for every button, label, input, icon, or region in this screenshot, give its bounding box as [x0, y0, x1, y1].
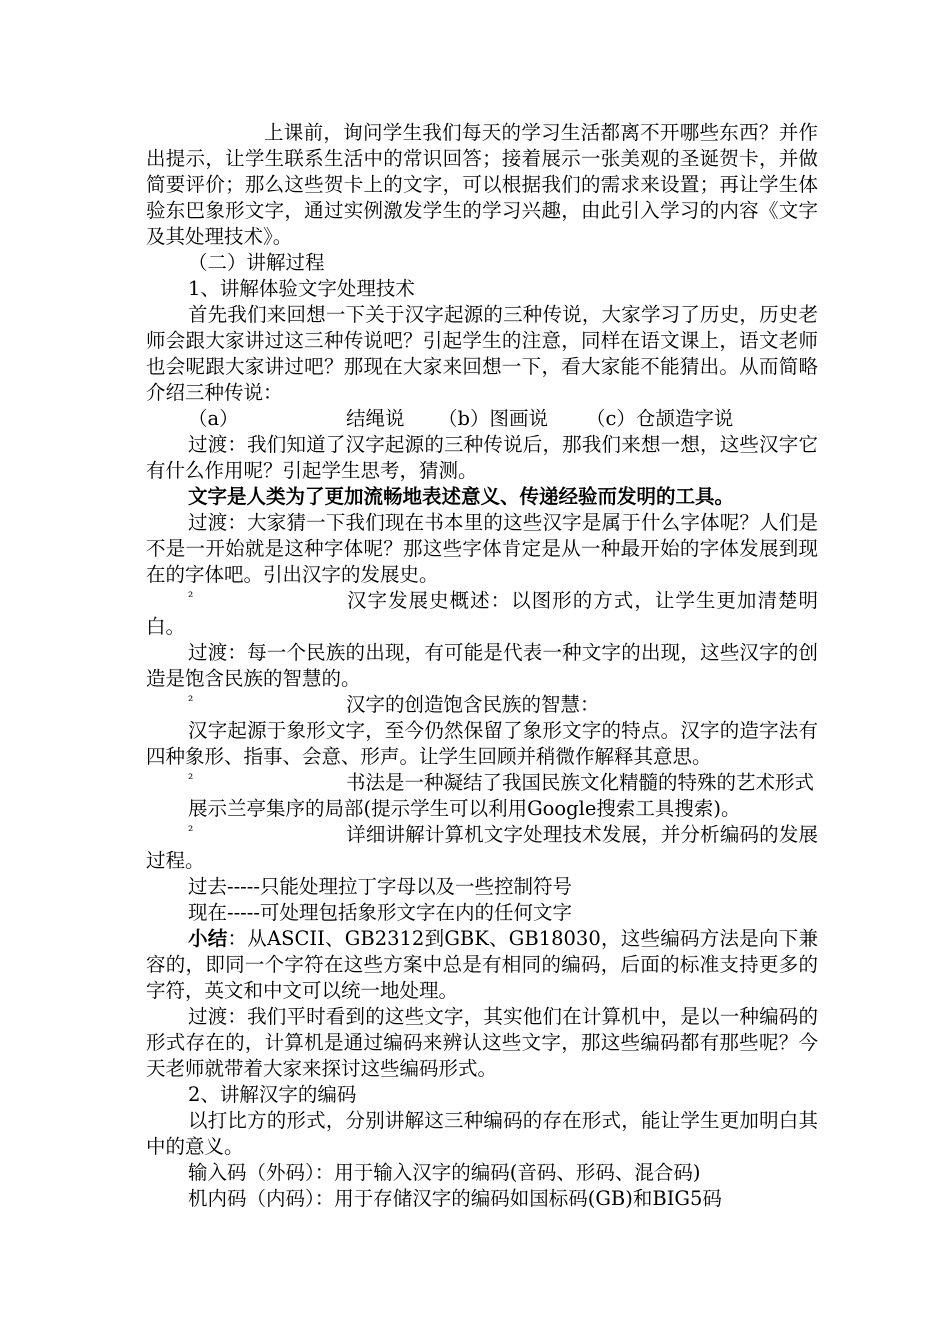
- bullet-item: [146, 770, 818, 796]
- bullet-item: [146, 588, 818, 640]
- summary-text: ：从ASCII、GB2312到GBK、GB18030，这些编码方法是向下兼容的，即同一个字符在这些方案中总是有相同的编码，后面的标准支持更多的字符，英文和中文可以统一地处理。: [146, 927, 818, 1002]
- paragraph: 过渡：我们平时看到的这些文字，其实他们在计算机中，是以一种编码的形式存在的，计算机是通过编码来辨认这些文字，那这些编码都有那些呢？今天老师就带着大家来探讨这些编码形式。: [146, 1005, 818, 1080]
- paragraph: 过渡：大家猜一下我们现在书本里的这些汉字是属于什么字体呢？人们是不是一开始就是这种字体呢？那这些字体肯定是从一种最开始的字体发展到现在的字体吧。引出汉字的发展史。: [146, 511, 818, 586]
- legend-b: （b）图画说: [438, 407, 548, 430]
- section-heading: （二）讲解过程: [188, 251, 325, 274]
- bullet-item: [146, 692, 818, 718]
- legend-a-label: （a）: [188, 407, 239, 430]
- paragraph: 现在-----可处理包括象形文字在内的任何文字: [188, 901, 572, 924]
- document-page: [146, 120, 818, 1212]
- bullet-mark: ²: [188, 694, 194, 709]
- bullet-text: 汉字发展史概述：以图形的方式，让学生更加清楚明白。: [146, 589, 818, 638]
- paragraph: 过渡：我们知道了汉字起源的三种传说后，那我们来想一想，这些汉字它有什么作用呢？引起学生思考，猜测。: [146, 433, 818, 482]
- paragraph: 输入码（外码）：用于输入汉字的编码(音码、形码、混合码): [188, 1161, 701, 1184]
- bullet-mark: ²: [188, 590, 194, 605]
- bullet-mark: ²: [188, 772, 194, 787]
- paragraph: 以打比方的形式，分别讲解这三种编码的存在形式，能让学生更加明白其中的意义。: [146, 1109, 818, 1158]
- summary-label: 小结: [188, 927, 228, 950]
- legend-a-text: 结绳说: [346, 407, 405, 430]
- bullet-text: 书法是一种凝结了我国民族文化精髓的特殊的艺术形式: [346, 771, 815, 794]
- bullet-text: 汉字的创造饱含民族的智慧：: [346, 693, 600, 716]
- summary-paragraph: [146, 926, 818, 1004]
- paragraph: 机内码（内码）：用于存储汉字的编码如国标码(GB)和BIG5码: [188, 1187, 722, 1210]
- paragraph: 过渡：每一个民族的出现，有可能是代表一种文字的出现，这些汉字的创造是饱含民族的智慧的。: [146, 641, 818, 690]
- paragraph: 首先我们来回想一下关于汉字起源的三种传说，大家学习了历史，历史老师会跟大家讲过这三种传说吧？引起学生的注意，同样在语文课上，语文老师也会呢跟大家讲过吧？那现在大家来回想一下，看大家能不能猜出。从而简略介绍三种传说：: [146, 303, 818, 404]
- subsection-heading: 1、讲解体验文字处理技术: [188, 277, 415, 300]
- intro-paragraph: 上课前，询问学生我们每天的学习生活都离不开哪些东西？并作出提示，让学生联系生活中的常识回答；接着展示一张美观的圣诞贺卡，并做简要评价；那么这些贺卡上的文字，可以根据我们的需求来设置；再让学生体验东巴象形文字，通过实例激发学生的学习兴趣，由此引入学习的内容《文字及其处理技术》。: [146, 121, 818, 248]
- legend-row: [146, 406, 818, 432]
- paragraph: 展示兰亭集序的局部(提示学生可以利用Google搜索工具搜索)。: [188, 797, 741, 820]
- legend-c: （c）仓颉造字说: [586, 407, 734, 430]
- bullet-mark: ²: [188, 824, 194, 839]
- bold-statement: 文字是人类为了更加流畅地表述意义、传递经验而发明的工具。: [188, 485, 735, 508]
- paragraph: 汉字起源于象形文字，至今仍然保留了象形文字的特点。汉字的造字法有四种象形、指事、会意、形声。让学生回顾并稍微作解释其意思。: [146, 719, 818, 768]
- paragraph: 过去-----只能处理拉丁字母以及一些控制符号: [188, 875, 572, 898]
- subsection-heading: 2、讲解汉字的编码: [188, 1083, 357, 1106]
- bullet-text: 详细讲解计算机文字处理技术发展，并分析编码的发展过程。: [146, 823, 818, 872]
- bullet-item: [146, 822, 818, 874]
